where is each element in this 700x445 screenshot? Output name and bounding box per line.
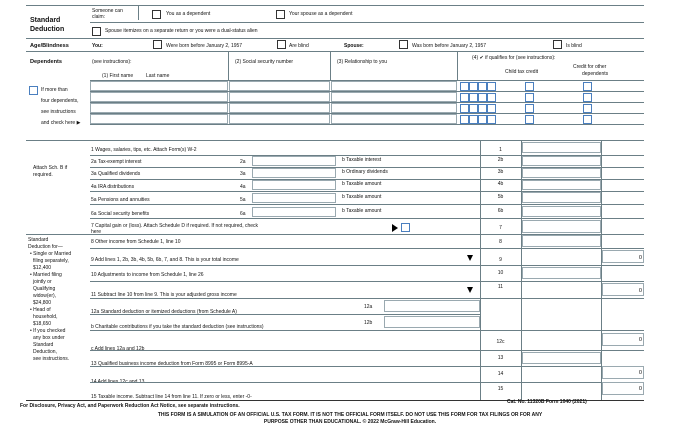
top-rule xyxy=(26,5,644,6)
you-blind-label: Are blind xyxy=(289,43,309,49)
dependent-2-relationship[interactable] xyxy=(331,92,457,102)
dependent-3-relationship[interactable] xyxy=(331,103,457,113)
more-dependents-text-3: see instructions xyxy=(41,109,76,115)
dependent-3-name[interactable] xyxy=(90,103,228,113)
dep-2-child-credit-checkbox[interactable] xyxy=(525,93,534,102)
line-10-input[interactable] xyxy=(522,267,601,279)
line-6b-number: 6b xyxy=(497,208,504,214)
line-12c-number: 12c xyxy=(496,339,505,345)
you-blind-checkbox[interactable] xyxy=(277,40,286,49)
spouse-born-before-checkbox[interactable] xyxy=(399,40,408,49)
line-14-value: 0 xyxy=(638,370,642,376)
line-1-input[interactable] xyxy=(522,142,601,153)
dep-box-2c[interactable] xyxy=(478,93,487,102)
line-4a-label: 4a IRA distributions xyxy=(91,184,135,190)
age-spouse: Spouse: xyxy=(344,43,364,49)
line-9-label: 9 Add lines 1, 2b, 3b, 4b, 5b, 6b, 7, and 8. This is your total income xyxy=(91,257,239,263)
sidebar-item: • Head of xyxy=(30,307,51,313)
line-5b-input[interactable] xyxy=(522,192,601,203)
sidebar-item: Qualifying xyxy=(33,286,56,292)
dependent-4-name[interactable] xyxy=(90,114,228,124)
line-8-number: 8 xyxy=(499,239,502,245)
line-7-label: 7 Capital gain or (loss). Attach Schedule D if required. If not required, check xyxy=(91,223,259,229)
line-11-label: 11 Subtract line 10 from line 9. This is your adjusted gross income xyxy=(91,292,237,298)
line-4a-number: 4a xyxy=(240,184,246,190)
line-5a-label: 5a Pensions and annuities xyxy=(91,197,150,203)
dep-box-3c[interactable] xyxy=(478,104,487,113)
line-5a-input[interactable] xyxy=(252,193,336,203)
line-12a-number: 12a xyxy=(364,304,373,310)
dep-box-1d[interactable] xyxy=(487,82,496,91)
line-11-value: 0 xyxy=(638,288,642,294)
line-3a-input[interactable] xyxy=(252,168,336,178)
line-12c-value: 0 xyxy=(638,337,642,343)
someone-can-claim: Someone can xyxy=(92,8,123,14)
dep-box-3a[interactable] xyxy=(460,104,469,113)
dep-box-4c[interactable] xyxy=(478,115,487,124)
you-dependent-label: You as a dependent xyxy=(166,11,211,17)
you-born-before-checkbox[interactable] xyxy=(153,40,162,49)
line-11-arrow-icon xyxy=(467,287,473,293)
dep-4-child-credit-checkbox[interactable] xyxy=(525,115,534,124)
dep-box-2a[interactable] xyxy=(460,93,469,102)
sidebar-title: Standard xyxy=(28,237,49,243)
you-born-before-label: Were born before January 2, 1957 xyxy=(166,43,243,49)
line-12b-input[interactable] xyxy=(384,316,480,328)
dep-box-1b[interactable] xyxy=(469,82,478,91)
dep-3-other-credit-checkbox[interactable] xyxy=(583,104,592,113)
dep-box-3b[interactable] xyxy=(469,104,478,113)
line-7-input[interactable] xyxy=(522,220,601,233)
more-dependents-text-1: If more than xyxy=(41,87,68,93)
line-12b-label: b Charitable contributions if you take the standard deduction (see instructions) xyxy=(91,324,264,330)
sidebar-item: $12,400 xyxy=(33,265,52,271)
line-3a-label: 3a Qualified dividends xyxy=(91,171,141,177)
sidebar-item: jointly or xyxy=(33,279,52,285)
line-6a-label: 6a Social security benefits xyxy=(91,211,150,217)
you-dependent-checkbox[interactable] xyxy=(152,10,161,19)
dep-1-child-credit-checkbox[interactable] xyxy=(525,82,534,91)
line-5a-number: 5a xyxy=(240,197,246,203)
sidebar-item: Standard xyxy=(33,342,54,348)
line-4b-label: b Taxable amount xyxy=(342,181,382,187)
line-2a-label: 2a Tax-exempt interest xyxy=(91,159,142,165)
line-3b-number: 3b xyxy=(497,169,504,175)
line-4b-input[interactable] xyxy=(522,180,601,190)
dep-box-1a[interactable] xyxy=(460,82,469,91)
sidebar-item: • If you checked xyxy=(30,328,66,334)
line-12b-number: 12b xyxy=(364,320,373,326)
spouse-blind-label: Is blind xyxy=(566,43,582,49)
dependents-col-first-name: (1) First name xyxy=(102,73,134,79)
footer-disclaimer-2: PURPOSE OTHER THAN EDUCATIONAL. © 2022 McGraw-Hill Education. xyxy=(263,419,437,425)
dependent-3-ssn[interactable] xyxy=(229,103,330,113)
dependent-2-ssn[interactable] xyxy=(229,92,330,102)
age-blindness-label: Age/Blindness xyxy=(30,43,69,49)
more-dependents-text-2: four dependents, xyxy=(41,98,79,104)
sidebar-item: see instructions. xyxy=(33,356,70,362)
dep-box-4a[interactable] xyxy=(460,115,469,124)
line-8-label: 8 Other income from Schedule 1, line 10 xyxy=(91,239,181,245)
sidebar-item: any box under xyxy=(33,335,65,341)
line-15-value: 0 xyxy=(638,386,642,392)
line-4a-input[interactable] xyxy=(252,180,336,190)
line-7-arrow-icon xyxy=(392,224,398,232)
dep-box-4b[interactable] xyxy=(469,115,478,124)
dependents-col-last-name: Last name xyxy=(146,73,170,79)
line-15-number: 15 xyxy=(497,386,504,392)
dependent-4-ssn[interactable] xyxy=(229,114,330,124)
line-7-here: here xyxy=(91,229,102,235)
dependent-1-relationship[interactable] xyxy=(331,81,457,91)
line-6b-input[interactable] xyxy=(522,206,601,217)
sidebar-item: Deduction, xyxy=(33,349,57,355)
spouse-born-before-label: Was born before January 2, 1957 xyxy=(412,43,487,49)
dep-4-other-credit-checkbox[interactable] xyxy=(583,115,592,124)
line-9-number: 9 xyxy=(499,257,502,263)
more-dependents-text-4: and check here ▶ xyxy=(41,120,81,126)
footer-cat: Cat. No. 11320B Form 1040 (2021) xyxy=(507,399,587,405)
dependent-1-name[interactable] xyxy=(90,81,228,91)
dependents-see-instructions: (see instructions): xyxy=(92,59,132,65)
line-2a-input[interactable] xyxy=(252,156,336,166)
dep-2-other-credit-checkbox[interactable] xyxy=(583,93,592,102)
line-6a-input[interactable] xyxy=(252,207,336,217)
dep-box-2b[interactable] xyxy=(469,93,478,102)
dep-box-1c[interactable] xyxy=(478,82,487,91)
line-9-arrow-icon xyxy=(467,255,473,261)
age-you: You: xyxy=(92,43,103,49)
attach-sch-b-2: required. xyxy=(33,172,53,178)
sidebar-item: household, xyxy=(33,314,58,320)
dependents-col-relationship: (3) Relationship to you xyxy=(337,59,388,65)
dependents-col-qualifies: (4) ✔ if qualifies for (see instructions): xyxy=(472,55,556,61)
line-5b-number: 5b xyxy=(497,194,504,200)
attach-sch-b: Attach Sch. B if xyxy=(33,165,68,171)
line-2b-label: b Taxable interest xyxy=(342,157,382,163)
dependents-label: Dependents xyxy=(30,59,63,65)
dep-box-2d[interactable] xyxy=(487,93,496,102)
dependent-4-relationship[interactable] xyxy=(331,114,457,124)
dep-1-other-credit-checkbox[interactable] xyxy=(583,82,592,91)
sidebar-item: widow(er), xyxy=(33,293,57,299)
dependents-col-ssn: (2) Social security number xyxy=(235,59,294,65)
line-13-input[interactable] xyxy=(522,352,601,364)
dependents-col-other-credit: Credit for other xyxy=(573,64,607,70)
sidebar-item: • Single or Married xyxy=(30,251,72,257)
sidebar-item: $18,650 xyxy=(33,321,52,327)
spouse-blind-checkbox[interactable] xyxy=(553,40,562,49)
spouse-itemizes-checkbox[interactable] xyxy=(92,27,101,36)
line-2a-number: 2a xyxy=(240,159,246,165)
line-9-value: 0 xyxy=(638,255,642,261)
dependents-col-child-credit: Child tax credit xyxy=(505,69,539,75)
dependent-2-name[interactable] xyxy=(90,92,228,102)
line-10-number: 10 xyxy=(497,270,504,276)
dep-3-child-credit-checkbox[interactable] xyxy=(525,104,534,113)
line-11-number: 11 xyxy=(497,284,504,290)
line-12a-label: 12a Standard deduction or itemized deductions (from Schedule A) xyxy=(91,309,237,315)
sidebar-item: • Married filing xyxy=(30,272,62,278)
line-12c-label: c Add lines 12a and 12b xyxy=(91,346,145,352)
dep-box-4d[interactable] xyxy=(487,115,496,124)
spouse-dependent-label: Your spouse as a dependent xyxy=(289,11,353,17)
spouse-itemizes-label: Spouse itemizes on a separate return or you were a dual-status alien xyxy=(105,28,258,34)
spouse-dependent-checkbox[interactable] xyxy=(276,10,285,19)
sidebar-item: filing separately, xyxy=(33,258,69,264)
dependents-col-other-credit-2: dependents xyxy=(582,71,609,77)
deduction-label: Standard xyxy=(30,17,61,24)
line-3b-input[interactable] xyxy=(522,168,601,178)
line-3a-number: 3a xyxy=(240,171,246,177)
line-3b-label: b Ordinary dividends xyxy=(342,169,388,175)
line-14-label: 14 Add lines 12c and 13 xyxy=(91,379,145,385)
line-7-checkbox[interactable] xyxy=(401,223,410,232)
dep-box-3d[interactable] xyxy=(487,104,496,113)
line-4b-number: 4b xyxy=(497,181,504,187)
line-2b-input[interactable] xyxy=(522,156,601,166)
dependent-1-ssn[interactable] xyxy=(229,81,330,91)
line-15-label: 15 Taxable income. Subtract line 14 from line 11. If zero or less, enter -0- xyxy=(91,394,252,400)
line-1-label: 1 Wages, salaries, tips, etc. Attach Form(s) W-2 xyxy=(91,147,197,153)
line-14-number: 14 xyxy=(497,371,504,377)
line-13-label: 13 Qualified business income deduction from Form 8995 or Form 8995-A xyxy=(91,361,253,367)
footer-notice: For Disclosure, Privacy Act, and Paperwork Reduction Act Notice, see separate instructions. xyxy=(20,403,240,409)
someone-can-claim-2: claim: xyxy=(92,14,106,20)
sidebar-item: $24,800 xyxy=(33,300,52,306)
line-2b-number: 2b xyxy=(497,157,504,163)
line-6a-number: 6a xyxy=(240,211,246,217)
line-8-input[interactable] xyxy=(522,235,601,247)
more-dependents-checkbox[interactable] xyxy=(29,86,38,95)
footer-disclaimer: THIS FORM IS A SIMULATION OF AN OFFICIAL U.S. TAX FORM. IT IS NOT THE OFFICIAL FORM ITSELF. DO NOT USE THIS FORM FOR TAX FILINGS OR FOR ANY xyxy=(157,412,543,418)
line-10-label: 10 Adjustments to income from Schedule 1, line 26 xyxy=(91,272,204,278)
line-1-number: 1 xyxy=(499,147,502,153)
line-6b-label: b Taxable amount xyxy=(342,208,382,214)
line-12a-input[interactable] xyxy=(384,300,480,312)
line-5b-label: b Taxable amount xyxy=(342,194,382,200)
line-13-number: 13 xyxy=(497,355,504,361)
sidebar-title-2: Deduction for— xyxy=(28,244,63,250)
deduction-label-2: Deduction xyxy=(30,26,65,33)
line-7-number: 7 xyxy=(499,225,502,231)
